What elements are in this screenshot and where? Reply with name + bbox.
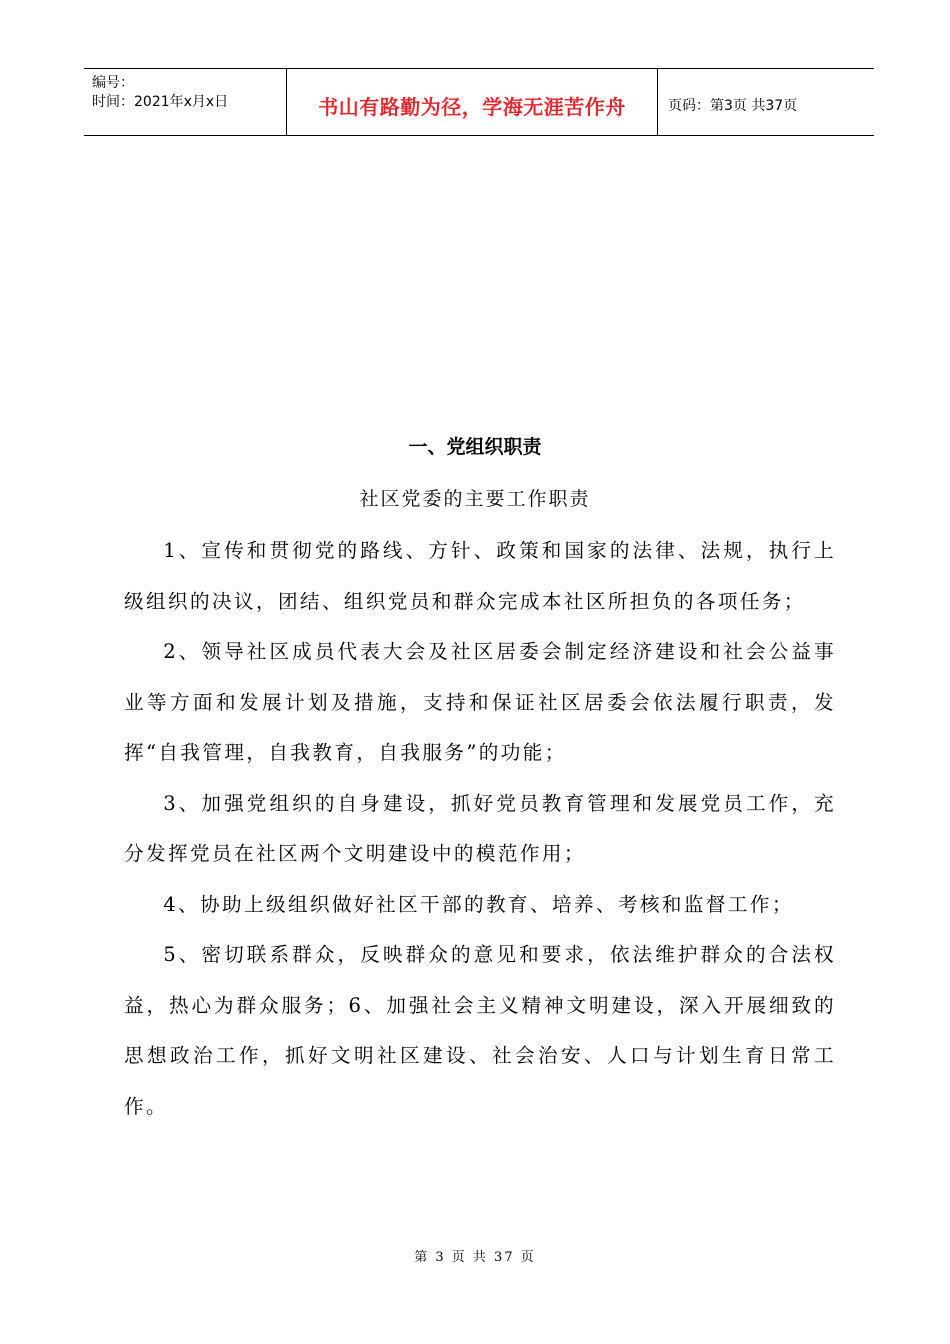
serial-label: 编号： — [92, 75, 134, 91]
header-info-cell — [84, 69, 286, 135]
time-label: 时间：2021年x月x日 — [92, 94, 229, 110]
page-code: 页码：第3页 共37页 — [668, 98, 798, 114]
paragraph-5: 5、密切联系群众，反映群众的意见和要求，依法维护群众的合法权益，热心为群众服务；6、加强社会主义精神文明建设，深入开展细致的思想政治工作，抓好文明社区建设、社会治安、人口与计划生育日常工作。 — [124, 943, 836, 1118]
header-motto-cell — [286, 69, 658, 135]
subtitle: 社区党委的主要工作职责 — [359, 488, 591, 510]
document-header — [84, 68, 874, 136]
paragraph-2: 2、领导社区成员代表大会及社区居委会制定经济建设和社会公益事业等方面和发展计划及措施，支持和保证社区居委会依法履行职责，发挥“自我管理，自我教育，自我服务”的功能； — [124, 640, 836, 764]
section-title: 一、党组织职责 — [408, 436, 542, 458]
page-footer: 第 3 页 共 37 页 — [414, 1250, 536, 1265]
motto-text: 书山有路勤为径，学海无涯苦作舟 — [318, 95, 626, 119]
paragraph-1: 1、宣传和贯彻党的路线、方针、政策和国家的法律、法规，执行上级组织的决议，团结、组织党员和群众完成本社区所担负的各项任务； — [124, 539, 836, 613]
header-page-cell — [658, 69, 874, 135]
body-text — [124, 526, 836, 1132]
paragraph-4: 4、协助上级组织做好社区干部的教育、培养、考核和监督工作； — [163, 892, 794, 916]
paragraph-3: 3、加强党组织的自身建设，抓好党员教育管理和发展党员工作，充分发挥党员在社区两个文明建设中的模范作用； — [124, 791, 836, 865]
